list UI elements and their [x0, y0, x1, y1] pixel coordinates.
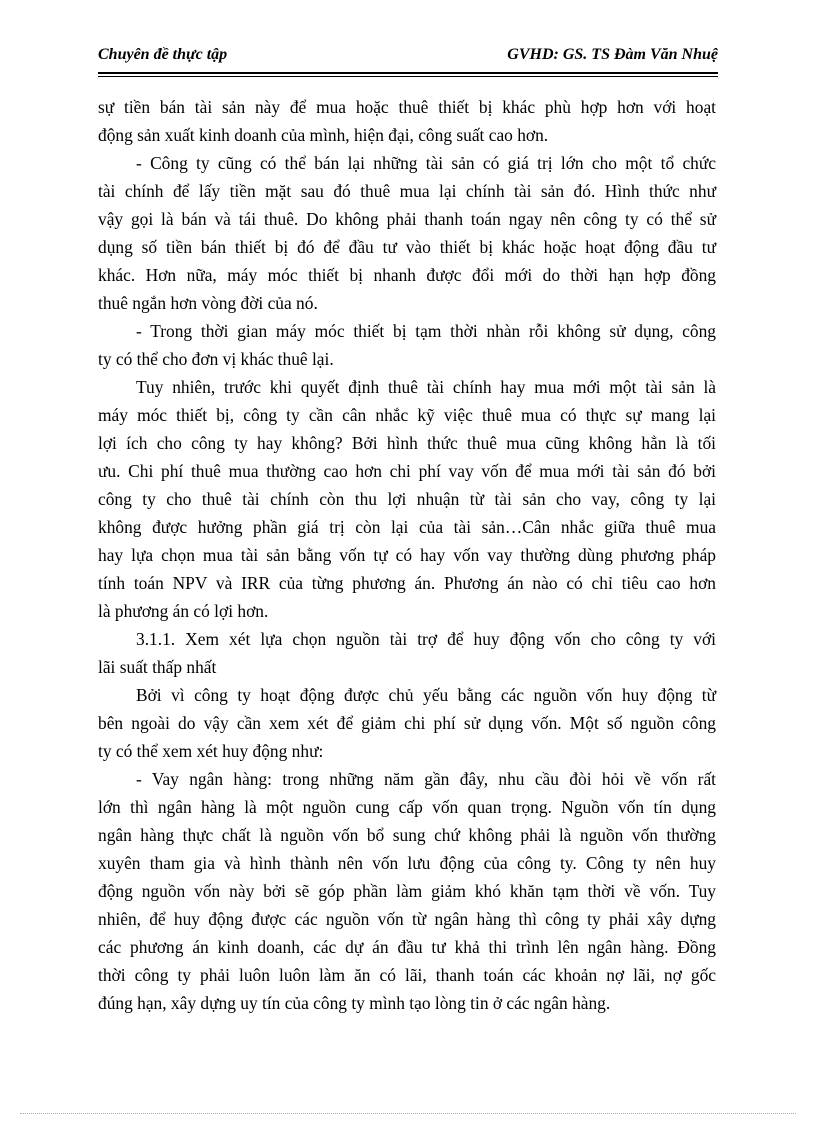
text-line: 3.1.1. Xem xét lựa chọn nguồn tài trợ để huy động vốn cho công ty với	[136, 629, 716, 649]
text-line: thời công ty phải luôn luôn làm ăn có lãi, thanh toán các khoản nợ lãi, nợ gốc	[98, 965, 716, 985]
text-line: vậy gọi là bán và tái thuê. Do không phải thanh toán ngay nên công ty có thể sử	[98, 209, 716, 229]
page-header	[98, 46, 718, 68]
text-line: xuyên tham gia và hình thành nên vốn lưu động của công ty. Công ty nên huy	[98, 853, 716, 873]
text-line: bên ngoài do vậy cần xem xét để giảm chi phí sử dụng vốn. Một số nguồn công	[98, 713, 716, 733]
text-line: - Công ty cũng có thể bán lại những tài sản có giá trị lớn cho một tổ chức	[136, 153, 716, 173]
text-line: đúng hạn, xây dựng uy tín của công ty mình tạo lòng tin ở các ngân hàng.	[98, 993, 611, 1013]
header-double-rule	[98, 72, 718, 77]
text-line: nhiên, để huy động được các nguồn vốn từ ngân hàng thì công ty phải xây dựng	[98, 909, 716, 929]
text-line: công ty cho thuê tài chính còn thu lợi nhuận từ tài sản cho vay, công ty lại	[98, 489, 716, 509]
text-line: - Trong thời gian máy móc thiết bị tạm thời nhàn rỗi không sử dụng, công	[136, 321, 716, 341]
text-line: ty có thể cho đơn vị khác thuê lại.	[98, 349, 334, 369]
header-left-title: Chuyên đề thực tập	[98, 46, 228, 63]
text-line: hay lựa chọn mua tài sản bằng vốn tự có hay vốn vay thường dùng phương pháp	[98, 545, 716, 565]
text-line: thuê ngắn hơn vòng đời của nó.	[98, 293, 318, 313]
text-line: sự tiền bán tài sản này để mua hoặc thuê thiết bị khác phù hợp hơn với hoạt	[98, 97, 716, 117]
text-line: máy móc thiết bị, công ty cần cân nhắc kỹ việc thuê mua có thực sự mang lại	[98, 405, 716, 425]
text-line: lãi suất thấp nhất	[98, 657, 217, 677]
text-line: là phương án có lợi hơn.	[98, 601, 269, 621]
text-line: dụng số tiền bán thiết bị đó để đầu tư vào thiết bị khác hoặc hoạt động đầu tư	[98, 237, 716, 257]
header-right-supervisor: GVHD: GS. TS Đàm Văn Nhuệ	[507, 46, 718, 63]
document-body	[98, 93, 716, 1017]
text-line: Tuy nhiên, trước khi quyết định thuê tài chính hay mua mới một tài sản là	[136, 377, 716, 397]
text-line: động nguồn vốn này bởi sẽ góp phần làm giảm khó khăn tạm thời về vốn. Tuy	[98, 881, 716, 901]
text-line: Bởi vì công ty hoạt động được chủ yếu bằng các nguồn vốn huy động từ	[136, 685, 716, 705]
text-line: không được hưởng phần giá trị còn lại của tài sản…Cân nhắc giữa thuê mua	[98, 517, 716, 537]
text-line: tính toán NPV và IRR của từng phương án. Phương án nào có chỉ tiêu cao hơn	[98, 573, 716, 593]
text-line: động sản xuất kinh doanh của mình, hiện đại, công suất cao hơn.	[98, 125, 549, 145]
text-line: ngân hàng thực chất là nguồn vốn bổ sung chứ không phải là nguồn vốn thường	[98, 825, 716, 845]
text-line: lớn thì ngân hàng là một nguồn cung cấp vốn quan trọng. Nguồn vốn tín dụng	[98, 797, 716, 817]
text-line: ty có thể xem xét huy động như:	[98, 741, 324, 761]
text-line: ưu. Chi phí thuê mua thường cao hơn chi phí vay vốn để mua mới tài sản đó bởi	[98, 461, 716, 481]
text-line: các phương án kinh doanh, các dự án đầu tư khả thi trình lên ngân hàng. Đồng	[98, 937, 716, 957]
page-bottom-border	[20, 1113, 796, 1114]
text-line: lợi ích cho công ty hay không? Bởi hình thức thuê mua cũng không hẳn là tối	[98, 433, 716, 453]
text-line: khác. Hơn nữa, máy móc thiết bị nhanh được đổi mới do thời hạn hợp đồng	[98, 265, 716, 285]
text-line: - Vay ngân hàng: trong những năm gần đây, nhu cầu đòi hỏi về vốn rất	[136, 769, 716, 789]
text-line: tài chính để lấy tiền mặt sau đó thuê mua lại chính tài sản đó. Hình thức như	[98, 181, 716, 201]
